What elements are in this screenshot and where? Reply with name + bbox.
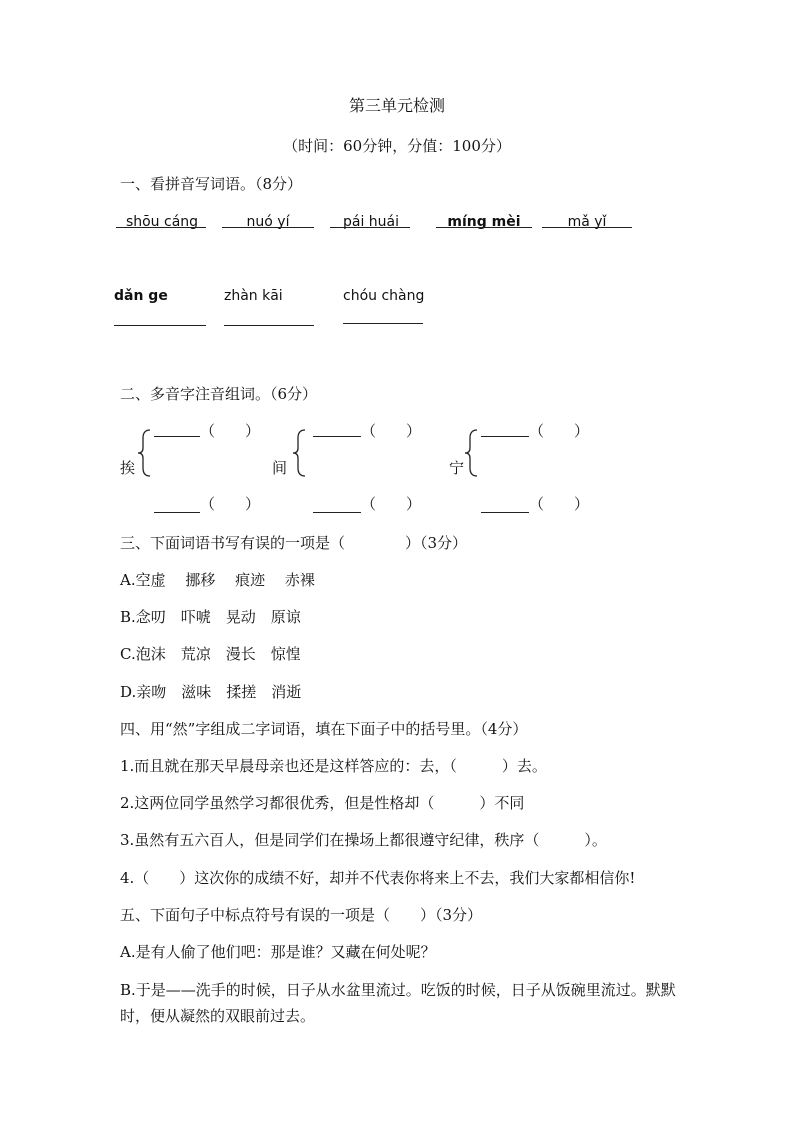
- pinyin-paren-1b[interactable]: （ ）: [200, 495, 261, 513]
- pinyin-paren-2a[interactable]: （ ）: [361, 422, 422, 440]
- section-2-heading: 二、多音字注音组词。（6分）: [120, 385, 318, 403]
- answer-line-3[interactable]: [330, 227, 410, 228]
- option-d[interactable]: D.亲吻 滋味 揉搓 消逝: [120, 683, 302, 701]
- pinyin-7: zhàn kāi: [224, 288, 283, 304]
- brace-1: [136, 428, 152, 478]
- option-b[interactable]: B.念叨 吓唬 晃动 原谅: [120, 608, 301, 626]
- brace-3: [463, 428, 479, 478]
- pinyin-8: chóu chàng: [343, 288, 425, 304]
- pinyin-3: pái huái: [342, 214, 400, 230]
- punct-option-b[interactable]: B.于是——洗手的时候，日子从水盆里流过。吃饭的时候，日子从饭碗里流过。默默时，便从凝然的双眼前过去。: [120, 981, 676, 1025]
- answer-line-2[interactable]: [222, 227, 314, 228]
- pinyin-paren-3b[interactable]: （ ）: [529, 495, 590, 513]
- section-5-heading: 五、下面句子中标点符号有误的一项是（ ）（3分）: [120, 906, 483, 924]
- word-blank-2b[interactable]: [313, 512, 361, 513]
- word-blank-3a[interactable]: [481, 436, 529, 437]
- answer-line-6[interactable]: [114, 325, 206, 326]
- answer-line-8[interactable]: [343, 323, 423, 324]
- option-c[interactable]: C.泡沫 荒凉 漫长 惊惶: [120, 645, 301, 663]
- pinyin-paren-2b[interactable]: （ ）: [361, 495, 422, 513]
- brace-2: [291, 428, 307, 478]
- polyphone-char-3: 宁: [449, 459, 465, 477]
- word-blank-2a[interactable]: [313, 436, 361, 437]
- page-subtitle: （时间：60分钟，分值：100分）: [283, 137, 511, 155]
- fill-item-1[interactable]: 1.而且就在那天早晨母亲也还是这样答应的：去，（ ）去。: [120, 757, 547, 775]
- pinyin-6: dǎn ge: [114, 288, 168, 304]
- word-blank-3b[interactable]: [481, 512, 529, 513]
- section-4-heading: 四、用“然”字组成二字词语，填在下面子中的括号里。（4分）: [120, 720, 528, 738]
- pinyin-paren-3a[interactable]: （ ）: [529, 422, 590, 440]
- option-a[interactable]: A.空虚 挪移 痕迹 赤裸: [120, 571, 315, 589]
- pinyin-4: míng mèi: [447, 214, 521, 230]
- answer-line-5[interactable]: [542, 227, 632, 228]
- pinyin-5: mǎ yǐ: [567, 214, 607, 230]
- fill-item-3[interactable]: 3.虽然有五六百人，但是同学们在操场上都很遵守纪律，秩序（ ）。: [120, 831, 607, 849]
- answer-line-7[interactable]: [224, 325, 314, 326]
- pinyin-2: nuó yí: [246, 214, 290, 230]
- word-blank-1a[interactable]: [154, 436, 200, 437]
- punct-option-a[interactable]: A.是有人偷了他们吧：那是谁？又藏在何处呢？: [120, 943, 436, 961]
- section-3-heading: 三、下面词语书写有误的一项是（ ）（3分）: [120, 534, 468, 552]
- answer-line-1[interactable]: [116, 227, 206, 228]
- fill-item-4[interactable]: 4.（ ）这次你的成绩不好，却并不代表你将来上不去，我们大家都相信你!: [120, 869, 636, 887]
- answer-line-4[interactable]: [436, 227, 532, 228]
- pinyin-1: shōu cáng: [125, 214, 199, 230]
- word-blank-1b[interactable]: [154, 512, 200, 513]
- page-title: 第三单元检测: [348, 96, 445, 115]
- polyphone-char-1: 挨: [120, 459, 136, 477]
- pinyin-paren-1a[interactable]: （ ）: [200, 422, 261, 440]
- fill-item-2[interactable]: 2.这两位同学虽然学习都很优秀，但是性格却（ ）不同: [120, 794, 525, 812]
- section-1-heading: 一、看拼音写词语。（8分）: [120, 175, 303, 193]
- polyphone-char-2: 间: [272, 459, 288, 477]
